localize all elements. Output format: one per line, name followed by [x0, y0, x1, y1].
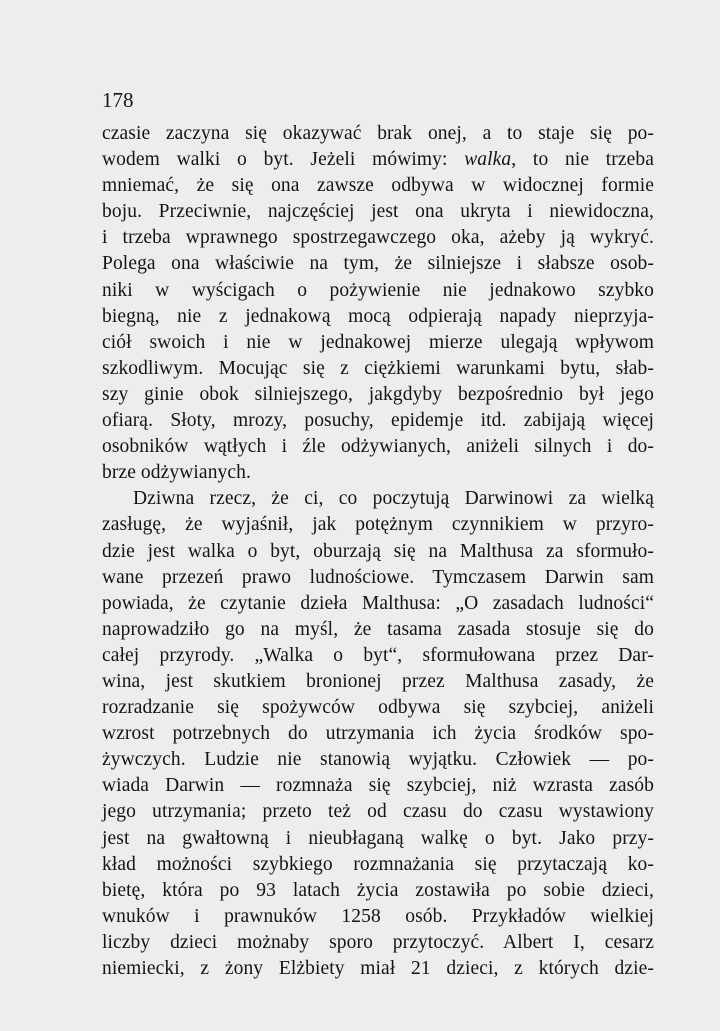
- text-line: wnuków i prawnuków 1258 osób. Przykładów wielkiej: [102, 905, 654, 927]
- text-line: bietę, która po 93 latach życia zostawiła po sobie dzieci,: [102, 879, 654, 901]
- text-line: jego utrzymania; przeto też od czasu do czasu wystawiony: [102, 801, 654, 823]
- body-text: [102, 121, 654, 982]
- text-line-paragraph-start: Dziwna rzecz, że ci, co poczytują Darwinowi za wielką: [133, 488, 654, 510]
- text-line: czasie zaczyna się okazywać brak onej, a to staje się po-: [102, 123, 654, 144]
- text-line: kład możności szybkiego rozmnażania się przytaczają ko-: [102, 853, 654, 875]
- text-line: ofiarą. Słoty, mrozy, posuchy, epidemje itd. zabijają więcej: [102, 410, 654, 432]
- text-line: niki w wyścigach o pożywienie nie jednakowo szybko: [102, 279, 654, 301]
- text-line: naprowadziło go na myśl, że tasama zasada stosuje się do: [102, 618, 654, 640]
- text-line: rozradzanie się spożywców odbywa się szybciej, aniżeli: [102, 697, 654, 719]
- text-line-with-emphasis: wodem walki o byt. Jeżeli mówimy: walka, to nie trzeba: [102, 149, 654, 171]
- text-line: wiada Darwin — rozmnaża się szybciej, niż wzrasta zasób: [102, 775, 654, 797]
- text-line: jest na gwałtowną i nieubłaganą walkę o byt. Jako przy-: [102, 827, 654, 849]
- page-number: 178: [102, 88, 134, 112]
- text-line: biegną, nie z jednakową mocą odpierają napady nieprzyja-: [102, 305, 654, 327]
- text-line: szkodliwym. Mocując się z ciężkiemi warunkami bytu, słab-: [102, 357, 654, 379]
- text-line: wane przezeń prawo ludnościowe. Tymczasem Darwin sam: [102, 566, 654, 588]
- text-line: powiada, że czytanie dzieła Malthusa: „O zasadach ludności“: [102, 592, 654, 614]
- text-line: żywczych. Ludzie nie stanowią wyjątku. Człowiek — po-: [102, 749, 654, 771]
- text-line: liczby dzieci możnaby sporo przytoczyć. Albert I, cesarz: [102, 931, 654, 953]
- text-line: dzie jest walka o byt, oburzają się na Malthusa za sformuło-: [102, 540, 654, 562]
- text-line: ciół swoich i nie w jednakowej mierze ulegają wpływom: [102, 331, 654, 353]
- text-line-paragraph-end: brze odżywianych.: [102, 462, 251, 484]
- text-line: zasługę, że wyjaśnił, jak potężnym czynnikiem w przyro-: [102, 514, 654, 536]
- text-line: wzrost potrzebnych do utrzymania ich życia środków spo-: [102, 723, 654, 745]
- text-line: osobników wątłych i źle odżywianych, aniżeli silnych i do-: [102, 436, 654, 458]
- text-line: szy ginie obok silniejszego, jakgdyby bezpośrednio był jego: [102, 383, 654, 405]
- text-line: boju. Przeciwnie, najczęściej jest ona ukryta i niewidoczna,: [102, 201, 654, 223]
- text-line: wina, jest skutkiem bronionej przez Malthusa zasady, że: [102, 670, 654, 692]
- text-line: całej przyrody. „Walka o byt“, sformułowana przez Dar-: [102, 644, 654, 666]
- text-line: i trzeba wprawnego spostrzegawczego oka, ażeby ją wykryć.: [102, 227, 654, 249]
- emphasized-word: walka: [464, 149, 512, 171]
- text-line: Polega ona właściwie na tym, że silniejsze i słabsze osob-: [102, 253, 654, 275]
- text-line: niemiecki, z żony Elżbiety miał 21 dzieci, z których dzie-: [102, 958, 654, 979]
- text-line: mniemać, że się ona zawsze odbywa w widocznej formie: [102, 175, 654, 197]
